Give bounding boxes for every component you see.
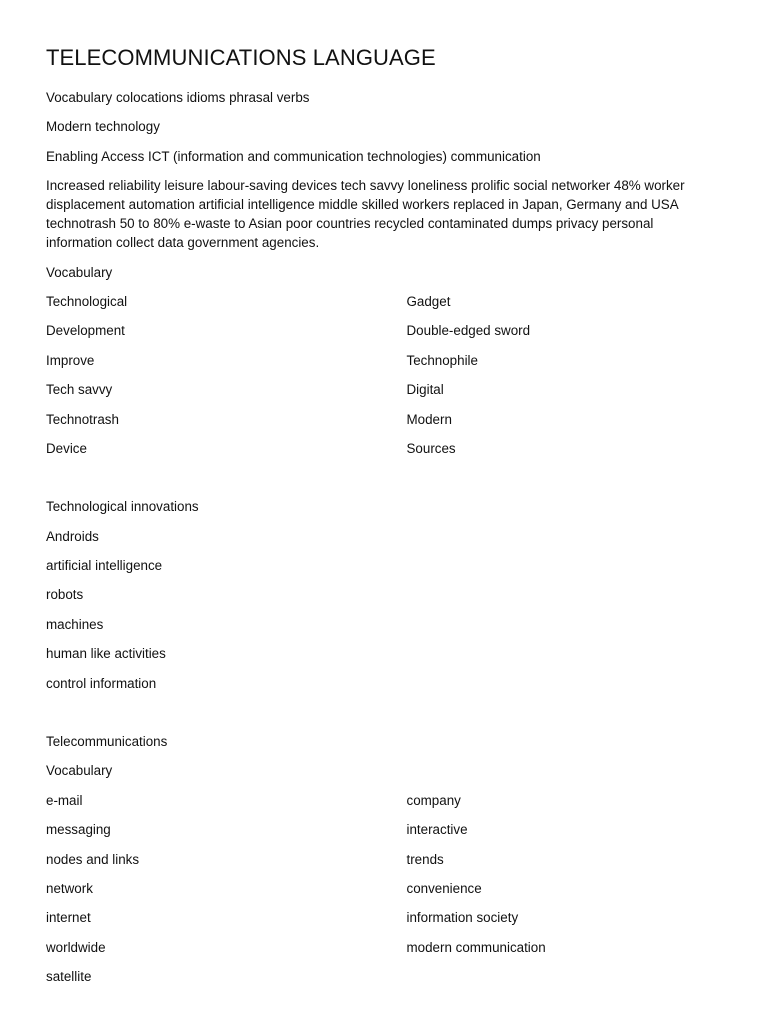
vocab-row bbox=[46, 380, 722, 399]
vocab-row bbox=[46, 292, 722, 311]
vocab-row bbox=[46, 850, 722, 869]
vocab-row bbox=[46, 938, 722, 957]
vocab-term: e-mail bbox=[46, 792, 83, 808]
vocab-term: Technophile bbox=[406, 352, 478, 368]
vocab-term: convenience bbox=[406, 880, 482, 896]
vocabulary-list bbox=[46, 292, 722, 458]
vocab-term: network bbox=[46, 880, 93, 896]
vocab-row bbox=[46, 439, 722, 458]
section-subheading-vocabulary: Vocabulary bbox=[46, 763, 113, 779]
vocab-term: Development bbox=[46, 323, 125, 339]
vocab-term: worldwide bbox=[46, 939, 106, 955]
vocab-row bbox=[46, 879, 722, 898]
telecom-vocabulary-list bbox=[46, 791, 722, 986]
section-heading-telecommunications: Telecommunications bbox=[46, 734, 168, 750]
vocab-term: Device bbox=[46, 440, 87, 456]
vocab-term: Gadget bbox=[406, 293, 451, 309]
vocab-term: messaging bbox=[46, 822, 111, 838]
body-paragraph: Increased reliability leisure labour-saving devices tech savvy loneliness prolific social networker 48% worker displacement automation artificial intelligence middle skilled workers replaced in Japan, Germany and USA technotrash 50 to 80% e-waste to Asian poor countries recycled contaminated dumps privacy personal information collect data government agencies. bbox=[46, 178, 685, 251]
vocab-term: Improve bbox=[46, 352, 95, 368]
list-item: artificial intelligence bbox=[46, 558, 163, 574]
list-item: human like activities bbox=[46, 646, 166, 662]
vocab-term: Technological bbox=[46, 293, 128, 309]
vocab-term bbox=[407, 967, 723, 986]
vocab-term: interactive bbox=[406, 822, 468, 838]
intro-line: Vocabulary colocations idioms phrasal verbs bbox=[46, 90, 310, 105]
blank-line bbox=[46, 468, 722, 497]
vocab-term: Sources bbox=[406, 440, 456, 456]
list-item: machines bbox=[46, 616, 104, 632]
vocab-term: Modern bbox=[406, 411, 452, 427]
list-item: robots bbox=[46, 587, 84, 603]
vocab-term: Double-edged sword bbox=[406, 323, 531, 339]
section-heading-innovations: Technological innovations bbox=[46, 499, 199, 515]
blank-line bbox=[46, 703, 722, 732]
vocab-row bbox=[46, 321, 722, 340]
list-item: Androids bbox=[46, 528, 99, 544]
vocab-term: modern communication bbox=[406, 939, 546, 955]
intro-line: Enabling Access ICT (information and communication technologies) communication bbox=[46, 148, 541, 164]
vocab-term: trends bbox=[406, 851, 444, 867]
vocab-row bbox=[46, 820, 722, 839]
vocab-row bbox=[46, 967, 722, 986]
innovations-list bbox=[46, 527, 722, 693]
page-title: TELECOMMUNICATIONS LANGUAGE bbox=[46, 45, 436, 70]
vocab-term: company bbox=[406, 792, 461, 808]
vocab-term: Tech savvy bbox=[46, 382, 113, 398]
vocab-term: nodes and links bbox=[46, 851, 140, 867]
vocab-row bbox=[46, 908, 722, 927]
vocab-term: Digital bbox=[406, 382, 444, 398]
vocab-row bbox=[46, 351, 722, 370]
vocab-term: Technotrash bbox=[46, 411, 119, 427]
intro-line: Modern technology bbox=[46, 119, 160, 135]
vocab-row bbox=[46, 410, 722, 429]
vocab-term: information society bbox=[406, 910, 519, 926]
section-heading-vocabulary: Vocabulary bbox=[46, 264, 113, 280]
vocab-term: satellite bbox=[46, 969, 92, 985]
list-item: control information bbox=[46, 675, 157, 691]
document-page bbox=[46, 44, 722, 997]
vocab-term: internet bbox=[46, 910, 91, 926]
vocab-row bbox=[46, 791, 722, 810]
